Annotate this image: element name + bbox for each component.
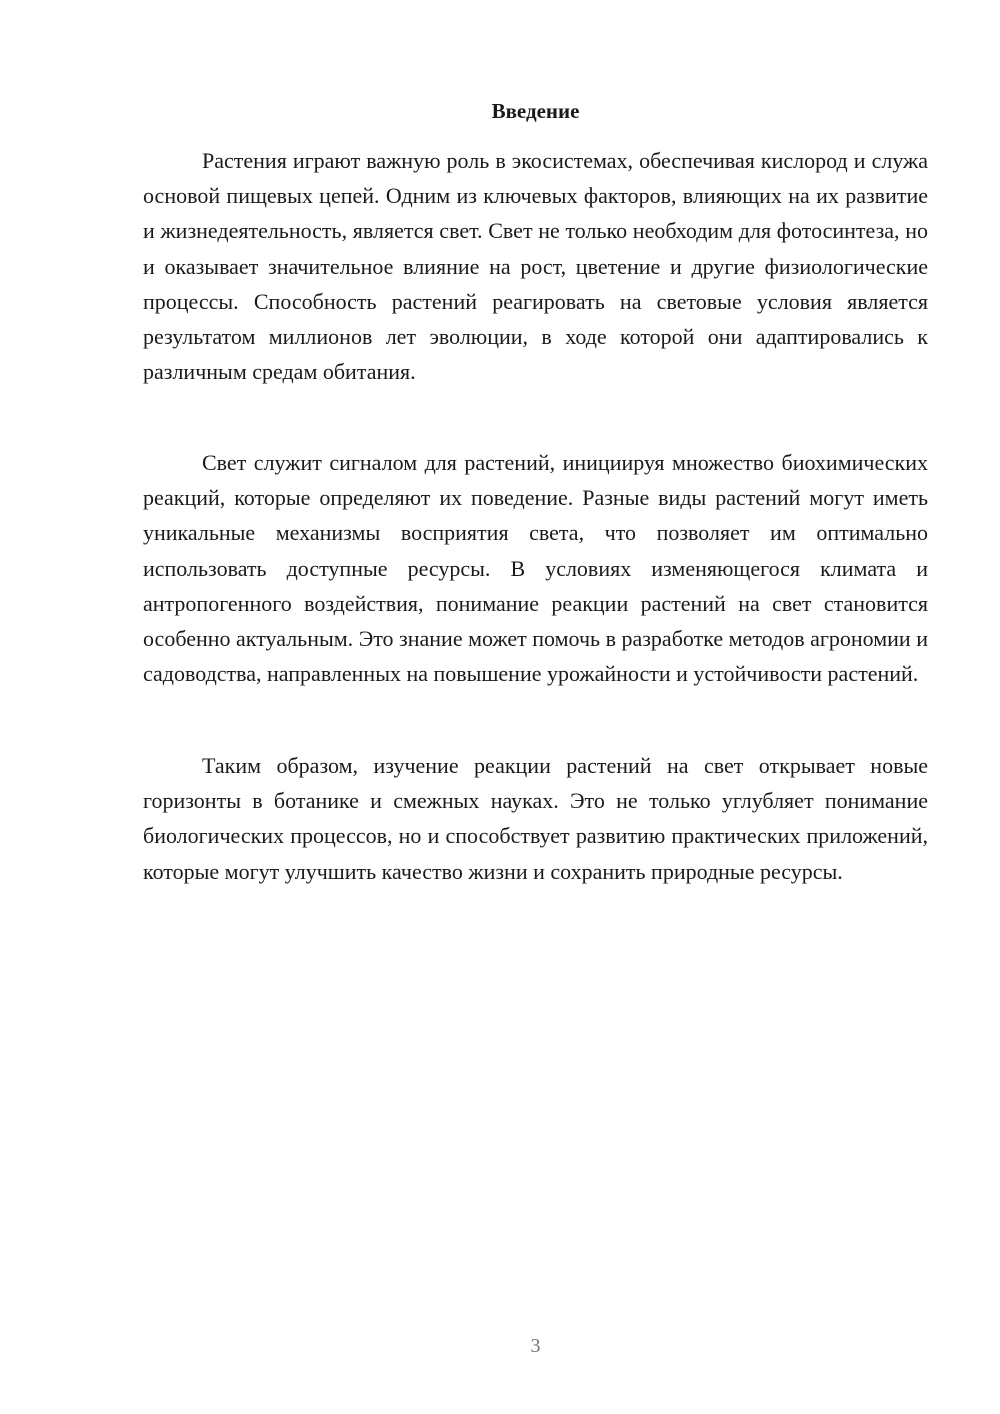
paragraph-3: Таким образом, изучение реакции растений на свет открывает новые горизонты в ботанике и смежных науках. Это не только углубляет понимание биологических процессов, но и способствует развитию практических приложений, которые могут улучшить качество жизни и сохранить природные ресурсы. (143, 753, 928, 884)
paragraph-1: Растения играют важную роль в экосистемах, обеспечивая кислород и служа основой пищевых цепей. Одним из ключевых факторов, влияющих на их развитие и жизнедеятельность, является свет. Свет не только необходим для фотосинтеза, но и оказывает значительное влияние на рост, цветение и другие физиологические процессы. Способность растений реагировать на световые условия является результатом миллионов лет эволюции, в ходе которой они адаптировались к различным средам обитания. (143, 148, 928, 385)
section-heading: Введение (491, 99, 580, 123)
paragraph-2: Свет служит сигналом для растений, инициируя множество биохимических реакций, которые определяют их поведение. Разные виды растений могут иметь уникальные механизмы восприятия света, что позволяет им оптимально использовать доступные ресурсы. В условиях изменяющегося климата и антропогенного воздействия, понимание реакции растений на свет становится особенно актуальным. Это знание может помочь в разработке методов агрономии и садоводства, направленных на повышение урожайности и устойчивости растений. (143, 450, 928, 687)
page-number: 3 (530, 1335, 541, 1357)
